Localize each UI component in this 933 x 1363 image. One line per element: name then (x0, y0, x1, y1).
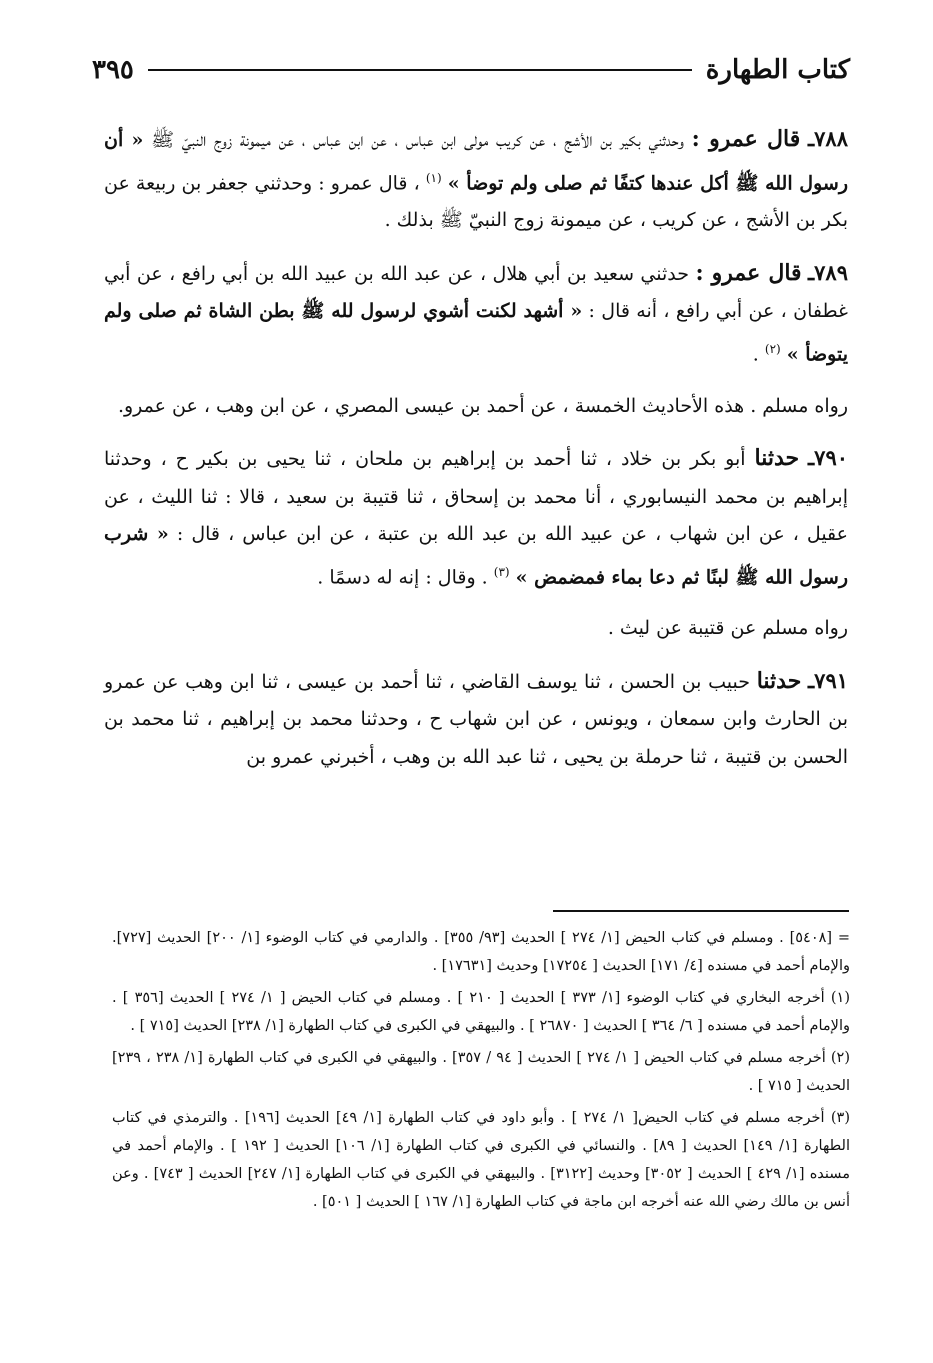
footnote-continued: = [٥٤٠٨] . ومسلم في كتاب الحيض [١/ ٢٧٤ ] الحديث [٩٣/ ٣٥٥] . والدارمي في كتاب الوضوء [١/ ٢٠٠] الحديث [٧٢٧]. والإمام أحمد في مسنده [٤/ ١٧١] الحديث [ ١٧٢٥٤] وحديث [١٧٦٣١] . (112, 930, 851, 974)
hadith-quote: « أن رسول الله ﷺ أكل عندها كتفًا ثم صلى ولم توضأ » (104, 129, 849, 194)
hadith-791: ٧٩١ـ حدثنا حبيب بن الحسن ، ثنا يوسف القاضي ، ثنا أحمد بن عيسى ، ثنا ابن وهب عن عمرو بن الحارث وابن سمعان ، ويونس ، عن ابن شهاب ح ، وحدثنا محمد بن إبراهيم ، ثنا محمد بن الحسن بن قتيبة ، ثنا حرملة بن يحيى ، ثنا عبد الله بن وهب ، أخبرني عمرو بن (104, 667, 849, 768)
footnote-1: (١) أخرجه البخاري في كتاب الوضوء [١/ ٣٧٣ ] الحديث [ ٢١٠ ] . ومسلم في كتاب الحيض [ ١/ ٢٧٤ ] الحديث [٣٥٦ ] . والإمام أحمد في مسنده [ ٦/ ٣٦٤ ] الحديث [ ٢٦٨٧٠ ] . والبيهقي في الكبرى في كتاب الطهارة [١/ ٢٣٨] الحديث [٧١٥ ] . (112, 990, 850, 1034)
narration-text: رواه مسلم . هذه الأحاديث الخمسة ، عن أحمد بن عيسى المصري ، عن ابن وهب ، عن عمرو. (117, 394, 848, 417)
narration-note (104, 388, 848, 426)
hadith-number: ٧٨٨ (814, 126, 848, 151)
footnote-3: (٣) أخرجه مسلم في كتاب الحيض[ ١/ ٢٧٤ ] . وأبو داود في كتاب الطهارة [١/ ٤٩] الحديث [١٩٦] . والترمذي في كتاب الطهارة [١/ ١٤٩] الحديث [ ٨٩] . والنسائي في الكبرى في كتاب الطهارة [١/ ١٠٦] الحديث [ ١٩٢ ] . والإمام أحمد في مسنده [١/ ٤٢٩ ] الحديث [ ٣٠٥٢] وحديث [٣١٢٢] . والبيهقي في الكبرى في كتاب الطهارة [١/ ٢٤٧] الحديث [ ٧٤٣] . وعن أنس بن مالك رضي الله عنه أخرجه ابن ماجة في كتاب الطهارة [١/ ١٦٧ ] الحديث [ ٥٠١] . (112, 1110, 850, 1210)
main-text (104, 120, 848, 790)
hadith-number: ٧٩١ (814, 667, 849, 693)
chapter-title: كتاب الطهارة (705, 55, 850, 85)
hadith-789: ٧٨٩ـ قال عمرو : حدثني سعيد بن أبي هلال ، عن عبد الله بن عبيد الله بن أبي رافع ، عن أبي غطفان ، عن أبي رافع ، أنه قال : « أشهد لكنت أشوي لرسول لله ﷺ بطن الشاة ثم صلى ولم يتوضأ » $^{(٢)}$ . (104, 259, 848, 366)
hadith-keyword: قال عمرو : (691, 126, 801, 152)
footnote-divider (553, 910, 849, 912)
hadith-text: حبيب بن الحسن ، ثنا يوسف القاضي ، ثنا أحمد بن عيسى ، ثنا ابن وهب عن عمرو بن الحارث وابن سمعان ، ويونس ، عن ابن شهاب ح ، وحدثنا محمد بن إبراهيم ، ثنا محمد بن الحسن بن قتيبة ، ثنا حرملة بن يحيى ، ثنا عبد الله بن وهب ، أخبرني عمرو بن (104, 670, 848, 768)
footnote-ref: (١) (425, 170, 442, 185)
hadith-quote: « أشهد لكنت أشوي لرسول لله ﷺ بطن الشاة ثم صلى ولم يتوضأ » (104, 300, 848, 366)
narration-text: رواه مسلم عن قتيبة عن ليث . (607, 617, 848, 640)
page-header (92, 48, 850, 92)
hadith-keyword: حدثنا (754, 445, 800, 472)
page-number: ٣٩٥ (92, 55, 134, 85)
hadith-790: ٧٩٠ـ حدثنا أبو بكر بن خلاد ، ثنا أحمد بن إبراهيم بن ملحان ، ثنا يحيى بن بكير ح ، وحدثنا إبراهيم بن محمد النيسابوري ، أنا محمد بن إسحاق ، ثنا قتيبة بن سعيد ، قالا : ثنا الليث ، عن عقيل ، عن ابن شهاب ، عن عبيد الله بن عبد الله بن عتبة ، عن ابن عباس ، قال : « شرب رسول الله ﷺ لبنًا ثم دعا بماء فمضمض » $^{(٣)}$ . وقال : إنه له دسمًا . (104, 445, 849, 588)
hadith-text: حدثني سعيد بن أبي هلال ، عن عبد الله بن عبيد الله بن أبي رافع ، عن أبي غطفان ، عن أبي رافع ، أنه قال : (104, 262, 848, 323)
hadith-text: وحدثني بكير بن الأشج ، عن كريب مولى ابن عباس ، عن ابن عباس ، عن ميمونة زوج النبيّ ﷺ (151, 129, 684, 151)
hadith-text-continued: . (752, 343, 759, 366)
hadith-788: ٧٨٨ـ قال عمرو : وحدثني بكير بن الأشج ، عن كريب مولى ابن عباس ، عن ابن عباس ، عن ميمونة زوج النبيّ ﷺ « أن رسول الله ﷺ أكل عندها كتفًا ثم صلى ولم توضأ » $^{(١)}$ ، قال عمرو : وحدثني جعفر بن ربيعة عن بكر بن الأشج ، عن كريب ، عن ميمونة زوج النبيّ ﷺ بذلك . (104, 126, 849, 232)
hadith-text-continued: . وقال : إنه له دسمًا . (317, 565, 488, 588)
narration-note (104, 610, 848, 648)
footnotes (112, 924, 850, 1220)
footnote-ref: (٣) (493, 564, 510, 579)
footnote-2: (٢) أخرجه مسلم في كتاب الحيض [ ١/ ٢٧٤ ] الحديث [ ٩٤ / ٣٥٧] . والبيهقي في الكبرى في كتاب الطهارة [١/ ٢٣٨ ، ٢٣٩] الحديث [ ٧١٥ ] . (112, 1050, 850, 1094)
hadith-number: ٧٨٩ (814, 259, 848, 285)
hadith-number: ٧٩٠ (814, 445, 849, 471)
hadith-quote: « شرب رسول الله ﷺ لبنًا ثم دعا بماء فمضمض » (104, 523, 848, 588)
footnote-ref: (٢) (764, 341, 781, 356)
hadith-text-continued: ، قال عمرو : وحدثني جعفر بن ربيعة عن بكر بن الأشج ، عن كريب ، عن ميمونة زوج النبيّ ﷺ بذلك . (104, 171, 848, 232)
hadith-keyword: حدثنا (756, 667, 802, 694)
hadith-text: أبو بكر بن خلاد ، ثنا أحمد بن إبراهيم بن ملحان ، ثنا يحيى بن بكير ح ، وحدثنا إبراهيم بن محمد النيسابوري ، أنا محمد بن إسحاق ، ثنا قتيبة بن سعيد ، قالا : ثنا الليث ، عن عقيل ، عن ابن شهاب ، عن عبيد الله بن عبد الله بن عتبة ، عن ابن عباس ، قال : (104, 448, 848, 546)
header-rule (148, 69, 692, 71)
hadith-keyword: قال عمرو : (695, 259, 802, 286)
